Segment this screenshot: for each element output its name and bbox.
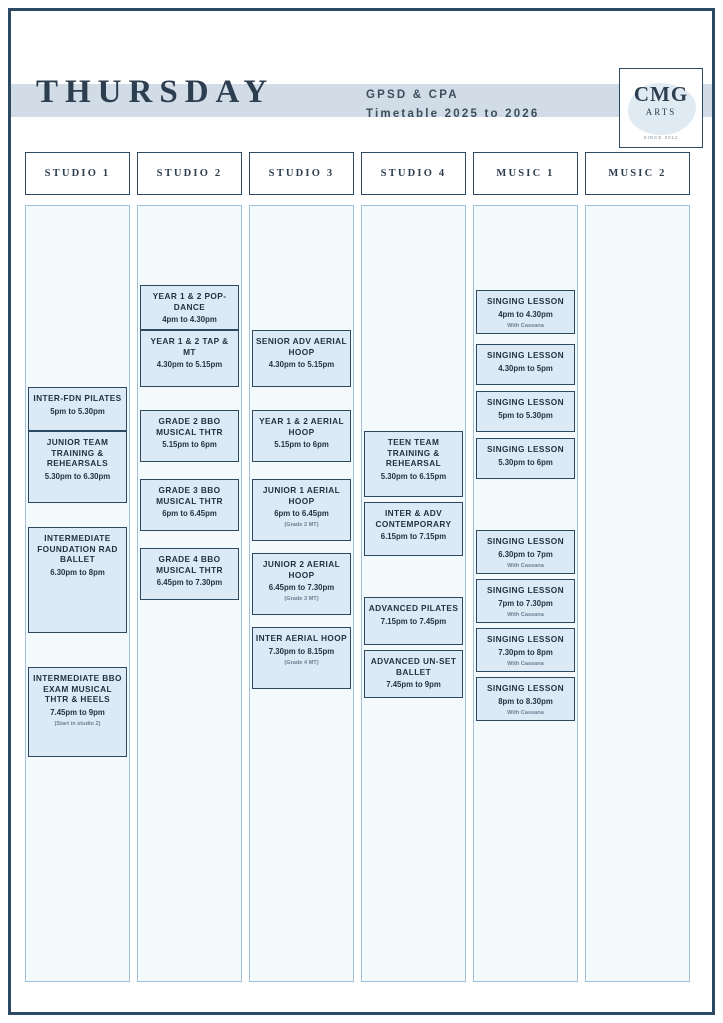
class-slot[interactable] bbox=[364, 650, 463, 698]
page-subtitle bbox=[366, 86, 539, 124]
class-slot[interactable] bbox=[476, 391, 575, 432]
class-slot[interactable] bbox=[28, 527, 127, 633]
subtitle-line-1: GPSD & CPA bbox=[366, 89, 459, 101]
class-note: (Grade 3 MT) bbox=[284, 596, 319, 602]
column-header: STUDIO 2 bbox=[137, 152, 242, 195]
class-time: 5.30pm to 6pm bbox=[498, 457, 553, 467]
timetable-column bbox=[361, 152, 466, 992]
class-slot[interactable] bbox=[28, 667, 127, 757]
page-title: THURSDAY bbox=[36, 74, 275, 110]
column-slot-layer bbox=[249, 205, 354, 982]
class-slot[interactable] bbox=[140, 410, 239, 462]
logo-sub: ARTS bbox=[645, 107, 677, 117]
class-slot[interactable] bbox=[252, 627, 351, 689]
column-slot-layer bbox=[585, 205, 690, 982]
class-time: 6.45pm to 7.30pm bbox=[268, 583, 335, 592]
class-time: 5.30pm to 6.15pm bbox=[380, 471, 447, 481]
timetable-columns bbox=[25, 152, 698, 992]
column-header: MUSIC 1 bbox=[473, 152, 578, 195]
column-header: STUDIO 1 bbox=[25, 152, 130, 195]
class-slot[interactable] bbox=[28, 431, 127, 503]
column-slot-layer bbox=[137, 205, 242, 982]
class-time: 6.30pm to 7pm bbox=[498, 549, 553, 559]
class-time: 6pm to 6.45pm bbox=[274, 509, 329, 518]
class-title: JUNIOR 2 AERIAL HOOP bbox=[262, 559, 341, 580]
class-title: ADVANCED PILATES bbox=[368, 603, 459, 613]
class-time: 6pm to 6.45pm bbox=[162, 509, 217, 518]
timetable-column bbox=[249, 152, 354, 992]
class-slot[interactable] bbox=[476, 344, 575, 385]
class-slot[interactable] bbox=[140, 330, 239, 387]
class-note: With Cassana bbox=[507, 660, 544, 667]
logo-since: SINCE 2011 bbox=[643, 135, 679, 140]
class-title: SINGING LESSON bbox=[486, 397, 565, 407]
class-title: YEAR 1 & 2 TAP & MT bbox=[150, 336, 229, 357]
class-time: 7pm to 7.30pm bbox=[498, 598, 553, 608]
class-title: SINGING LESSON bbox=[486, 444, 565, 454]
class-time: 5pm to 5.30pm bbox=[498, 410, 553, 420]
class-slot[interactable] bbox=[28, 387, 127, 431]
class-time: 8pm to 8.30pm bbox=[498, 696, 553, 706]
class-time: 6.30pm to 8pm bbox=[50, 567, 105, 577]
class-title: YEAR 1 & 2 POP-DANCE bbox=[152, 291, 227, 312]
class-time: 5.15pm to 6pm bbox=[162, 440, 217, 449]
class-slot[interactable] bbox=[364, 502, 463, 556]
column-header: MUSIC 2 bbox=[585, 152, 690, 195]
subtitle-line-2: Timetable 2025 to 2026 bbox=[366, 108, 540, 120]
class-time: 4pm to 4.30pm bbox=[498, 309, 553, 319]
class-time: 7.45pm to 9pm bbox=[386, 680, 441, 689]
logo bbox=[619, 68, 703, 148]
class-title: INTERMEDIATE FOUNDATION RAD BALLET bbox=[37, 533, 118, 564]
class-time: 5pm to 5.30pm bbox=[50, 406, 105, 416]
class-slot[interactable] bbox=[252, 479, 351, 541]
class-title: SINGING LESSON bbox=[486, 683, 565, 693]
logo-name: CMG bbox=[633, 82, 689, 106]
column-slot-layer bbox=[361, 205, 466, 982]
timetable-column bbox=[585, 152, 690, 992]
class-slot[interactable] bbox=[140, 548, 239, 600]
class-slot[interactable] bbox=[364, 597, 463, 645]
class-title: SINGING LESSON bbox=[486, 536, 565, 546]
class-slot[interactable] bbox=[476, 438, 575, 479]
class-slot[interactable] bbox=[140, 285, 239, 330]
class-title: SINGING LESSON bbox=[486, 634, 565, 644]
class-note: (Start in studio 2) bbox=[54, 720, 101, 727]
class-slot[interactable] bbox=[476, 677, 575, 721]
class-note: With Cassana bbox=[507, 709, 544, 716]
class-slot[interactable] bbox=[252, 553, 351, 615]
class-time: 7.30pm to 8pm bbox=[498, 647, 553, 657]
class-time: 6.45pm to 7.30pm bbox=[156, 578, 223, 587]
class-time: 4.30pm to 5.15pm bbox=[156, 360, 223, 369]
class-title: JUNIOR TEAM TRAINING & REHEARSALS bbox=[46, 437, 109, 468]
column-header: STUDIO 3 bbox=[249, 152, 354, 195]
class-time: 5.15pm to 6pm bbox=[274, 440, 329, 449]
timetable-column bbox=[473, 152, 578, 992]
class-title: SINGING LESSON bbox=[486, 296, 565, 306]
class-time: 4pm to 4.30pm bbox=[162, 315, 217, 324]
class-time: 7.45pm to 9pm bbox=[50, 707, 105, 717]
class-slot[interactable] bbox=[476, 290, 575, 334]
column-slot-layer bbox=[473, 205, 578, 982]
class-note: With Cassana bbox=[507, 322, 544, 329]
page-header bbox=[11, 30, 712, 140]
class-note: With Cassana bbox=[507, 611, 544, 618]
class-title: SENIOR ADV AERIAL HOOP bbox=[255, 336, 347, 357]
timetable-column bbox=[137, 152, 242, 992]
column-slot-layer bbox=[25, 205, 130, 982]
class-title: GRADE 4 BBO MUSICAL THTR bbox=[156, 554, 223, 575]
class-time: 5.30pm to 6.30pm bbox=[44, 471, 111, 481]
class-time: 4.30pm to 5.15pm bbox=[268, 360, 335, 369]
class-title: JUNIOR 1 AERIAL HOOP bbox=[262, 485, 341, 506]
class-title: YEAR 1 & 2 AERIAL HOOP bbox=[259, 416, 344, 437]
timetable-column bbox=[25, 152, 130, 992]
class-time: 4.30pm to 5pm bbox=[498, 363, 553, 373]
class-title: INTERMEDIATE BBO EXAM MUSICAL THTR & HEELS bbox=[33, 673, 122, 704]
class-time: 7.30pm to 8.15pm bbox=[268, 646, 335, 656]
class-time: 6.15pm to 7.15pm bbox=[380, 532, 447, 541]
class-slot[interactable] bbox=[140, 479, 239, 531]
class-time: 7.15pm to 7.45pm bbox=[380, 616, 447, 626]
class-note: With Cassana bbox=[507, 562, 544, 569]
class-title: TEEN TEAM TRAINING & REHEARSAL bbox=[385, 437, 442, 468]
class-slot[interactable] bbox=[476, 530, 575, 574]
class-title: SINGING LESSON bbox=[486, 585, 565, 595]
class-title: INTER & ADV CONTEMPORARY bbox=[375, 508, 452, 529]
class-title: SINGING LESSON bbox=[486, 350, 565, 360]
class-slot[interactable] bbox=[364, 431, 463, 497]
class-note: (Grade 2 MT) bbox=[284, 522, 319, 528]
class-title: INTER AERIAL HOOP bbox=[255, 633, 348, 643]
class-slot[interactable] bbox=[476, 628, 575, 672]
column-header: STUDIO 4 bbox=[361, 152, 466, 195]
class-title: GRADE 2 BBO MUSICAL THTR bbox=[156, 416, 223, 437]
class-title: GRADE 3 BBO MUSICAL THTR bbox=[156, 485, 223, 506]
class-slot[interactable] bbox=[476, 579, 575, 623]
class-title: INTER-FDN PILATES bbox=[33, 393, 122, 403]
class-title: ADVANCED UN-SET BALLET bbox=[370, 656, 457, 677]
class-slot[interactable] bbox=[252, 410, 351, 462]
class-note: (Grade 4 MT) bbox=[284, 659, 319, 666]
class-slot[interactable] bbox=[252, 330, 351, 387]
